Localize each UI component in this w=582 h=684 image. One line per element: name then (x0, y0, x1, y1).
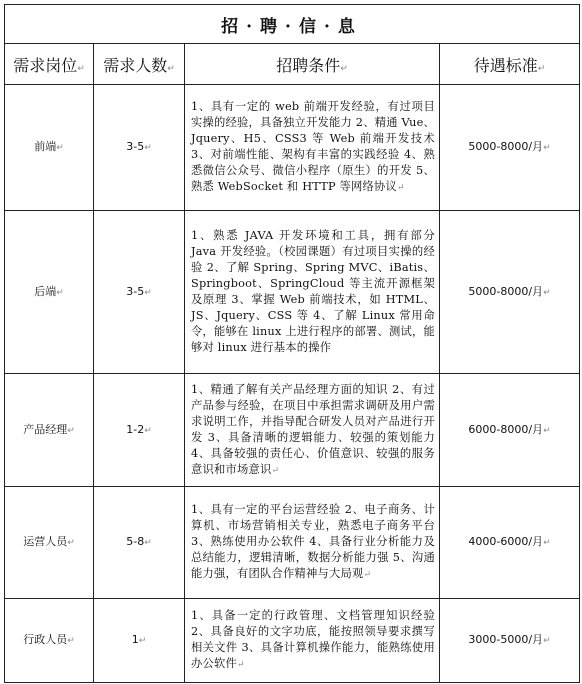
count-cell: 3-5↵ (94, 85, 185, 211)
requirements-cell: 1、具有一定的 web 前端开发经验，有过项目实操的经验，具备独立开发能力 2、精通 Vue、Jquery、H5、CSS3 等 Web 前端开发技术 3、对前端性能、架构有丰富的实践经验 4、熟悉微信公众号、微信小程序（原生）的开发 5、熟悉 WebSocket 和 HTTP 等网络协议↵ (185, 85, 440, 211)
count-cell: 5-8↵ (94, 487, 185, 599)
recruitment-document (4, 4, 579, 683)
table-row (5, 211, 580, 374)
requirements-cell: 1、熟悉 JAVA 开发环境和工具，拥有部分 Java 开发经验。（校园课题）有过项目实操的经验 2、了解 Spring、Spring MVC、iBatis、Springboot、SpringCloud 等主流开源框架及原理 3、掌握 Web 前端技术，如 HTML、JS、Jquery、CSS 等 4、了解 Linux 常用命令，能够在 linux 上进行程序的部署、测试，能够对 linux 进行基本的操作 (185, 211, 440, 374)
header-count: 需求人数↵ (94, 44, 185, 85)
table-row (5, 487, 580, 599)
table-row (5, 374, 580, 487)
position-cell: 运营人员↵ (5, 487, 94, 599)
requirements-cell: 1、具备一定的行政管理、文档管理知识经验 2、具备良好的文字功底，能按照领导要求撰写相关文件 3、具备计算机操作能力，能熟练使用办公软件↵ (185, 599, 440, 683)
title-row (5, 5, 580, 44)
position-cell: 产品经理↵ (5, 374, 94, 487)
table-row (5, 85, 580, 211)
count-cell: 1↵ (94, 599, 185, 683)
table-title: 招·聘·信·息 (5, 5, 580, 44)
recruitment-table (4, 4, 580, 683)
count-cell: 1-2↵ (94, 374, 185, 487)
salary-cell: 6000-8000/月↵ (440, 374, 580, 487)
requirements-cell: 1、具有一定的平台运营经验 2、电子商务、计算机、市场营销相关专业，熟悉电子商务平台 3、熟练使用办公软件 4、具备行业分析能力及总结能力，逻辑清晰，数据分析能力强 5、沟通能力强，有团队合作精神与大局观↵ (185, 487, 440, 599)
position-cell: 前端↵ (5, 85, 94, 211)
salary-cell: 5000-8000/月↵ (440, 85, 580, 211)
salary-cell: 5000-8000/月↵ (440, 211, 580, 374)
header-row (5, 44, 580, 85)
header-salary: 待遇标准↵ (440, 44, 580, 85)
table-row (5, 599, 580, 683)
salary-cell: 4000-6000/月↵ (440, 487, 580, 599)
position-cell: 后端↵ (5, 211, 94, 374)
header-position: 需求岗位↵ (5, 44, 94, 85)
salary-cell: 3000-5000/月↵ (440, 599, 580, 683)
requirements-cell: 1、精通了解有关产品经理方面的知识 2、有过产品参与经验，在项目中承担需求调研及用户需求说明工作，并指导配合研发人员对产品进行开发 3、具备清晰的逻辑能力、较强的策划能力 4、具备较强的责任心、价值意识、较强的服务意识和市场意识↵ (185, 374, 440, 487)
header-requirements: 招聘条件↵ (185, 44, 440, 85)
position-cell: 行政人员↵ (5, 599, 94, 683)
count-cell: 3-5↵ (94, 211, 185, 374)
